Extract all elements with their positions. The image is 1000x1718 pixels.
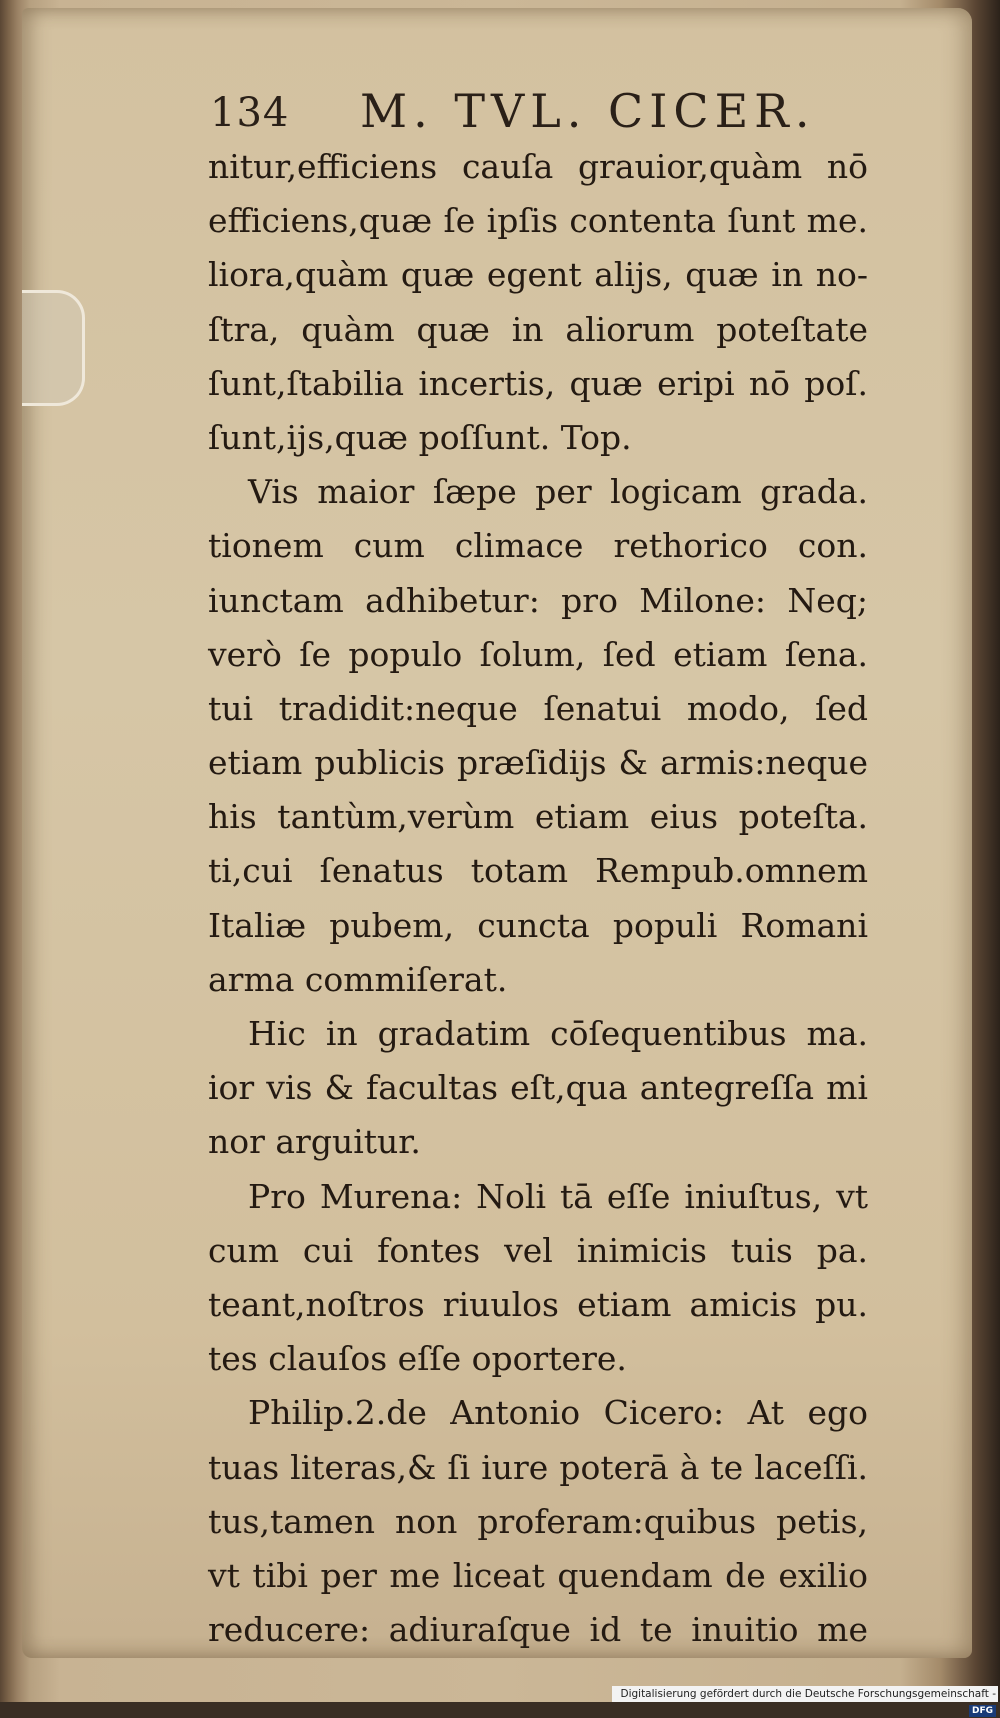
running-title: M. TVL. CICER. — [360, 84, 816, 138]
text-line: tes clauſos eſſe oportere. — [208, 1339, 627, 1379]
page-number: 134 — [210, 90, 290, 136]
text-line: his tantùm,verùm etiam eius poteſta. — [208, 797, 868, 837]
text-line: ſunt,ijs,quæ poſſunt. Top. — [208, 417, 632, 457]
text-line: cum cui fontes vel inimicis tuis pa. — [208, 1230, 868, 1270]
text-line: liora,quàm quæ egent alijs, quæ in no- — [208, 255, 868, 295]
text-line: reducere: adiuraſque id te inuitio me — [208, 1610, 868, 1650]
text-line: ti,cui ſenatus totam Rempub.omnem — [208, 851, 868, 891]
text-line: tus,tamen non proferam:quibus petis, — [208, 1501, 868, 1541]
text-line: ior vis & facultas eſt,qua antegreſſa mi — [208, 1068, 868, 1108]
credit-text: Digitalisierung gefördert durch die Deutsche Forschungsgemeinschaft - — [620, 1688, 996, 1700]
text-line: Hic in gradatim cōſequentibus ma. — [248, 1014, 868, 1053]
dfg-logo: DFG — [969, 1705, 996, 1717]
text-line: nor arguitur. — [208, 1122, 421, 1162]
text-line: tionem cum climace rethorico con. — [208, 526, 868, 566]
text-line: Italiæ pubem, cuncta populi Romani — [208, 905, 868, 945]
text-line: ſtra, quàm quæ in aliorum poteſtate — [208, 309, 868, 349]
text-line: efficiens,quæ ſe ipſis contenta ſunt me. — [208, 201, 868, 241]
text-line: tui tradidit:neque ſenatui modo, ſed — [208, 688, 868, 728]
page-header — [210, 84, 850, 144]
text-line: nitur,efficiens cauſa grauior,quàm nō — [208, 147, 868, 186]
text-line: arma commiſerat. — [208, 959, 508, 999]
text-line: teant,noſtros riuulos etiam amicis pu. — [208, 1284, 868, 1324]
text-line: vt tibi per me liceat quendam de exilio — [208, 1555, 868, 1595]
text-line: Pro Murena: Noli tā eſſe iniuſtus, vt — [248, 1176, 868, 1216]
digitization-credit — [612, 1686, 998, 1716]
text-line: ſunt,ſtabilia incertis, quæ eripi nō poſ. — [208, 363, 868, 403]
text-line: Vis maior ſæpe per logicam grada. — [248, 472, 868, 512]
text-line: tuas literas,& ſi iure poterā à te laceſſi. — [208, 1447, 868, 1487]
bookmark-clip — [22, 290, 85, 406]
text-line: iunctam adhibetur: pro Milone: Neq; — [208, 580, 868, 620]
body-text — [208, 140, 868, 1657]
text-line: Philip.2.de Antonio Cicero: At ego — [248, 1393, 868, 1433]
text-line: verò ſe populo ſolum, ſed etiam ſena. — [208, 634, 868, 674]
text-line: etiam publicis præſidijs & armis:neque — [208, 743, 868, 783]
